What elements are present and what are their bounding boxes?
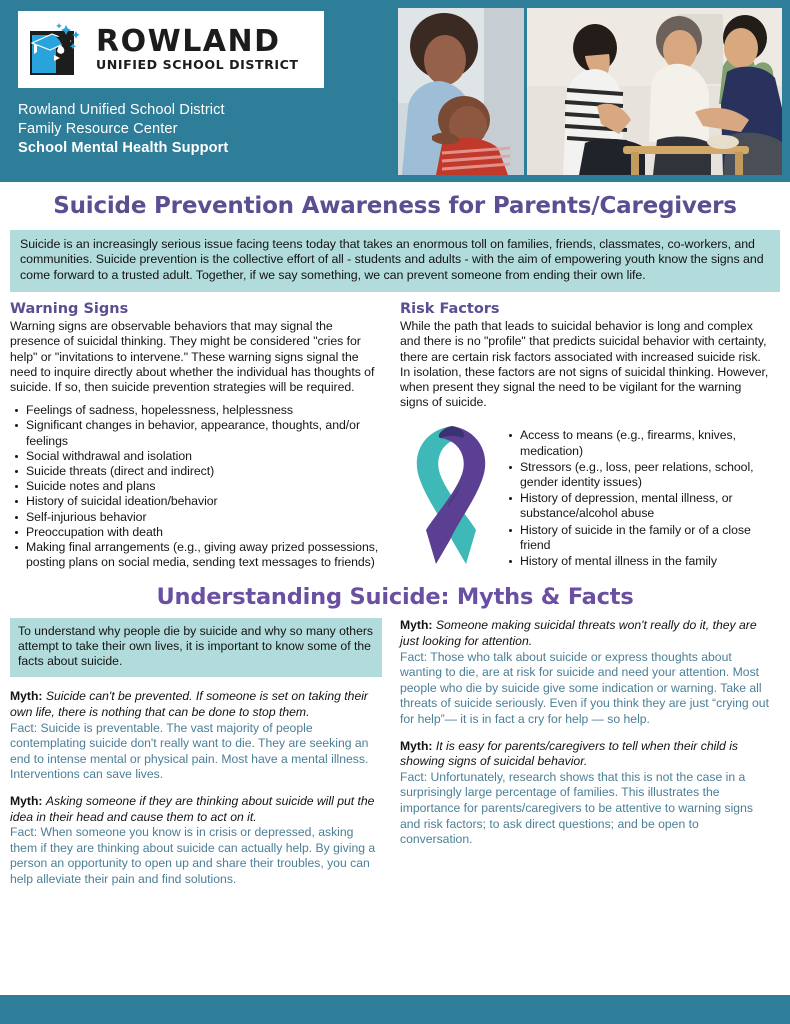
intro-callout [10,230,780,292]
myths-title-band [0,570,790,618]
fact-statement: Suicide is preventable. The vast majority of people contemplating suicide don't really want to die. They are seeking an end to intense mental or physical pain. Most have a mental illness. Interventions can save lives. [10,720,369,782]
main-title-band [0,182,790,230]
myth-fact-pair [400,618,772,727]
myths-facts-heading: Understanding Suicide: Myths & Facts [156,584,634,611]
fact-text [400,650,772,728]
warning-signs-column [10,301,382,570]
header-line-district: Rowland Unified School District [18,102,225,118]
myths-facts-columns [0,618,790,898]
myths-left-column [10,618,382,898]
header-left-block [0,0,390,158]
myth-text [10,794,382,825]
logo-subword: UNIFIED SCHOOL DISTRICT [96,57,299,73]
risk-factors-row [400,418,772,570]
myth-fact-pair [10,689,382,783]
teal-purple-awareness-ribbon-icon [400,418,500,566]
myth-fact-pair [10,794,382,888]
warning-signs-heading: Warning Signs [10,301,129,318]
risk-factors-heading: Risk Factors [400,301,500,318]
fact-label: Fact: [400,649,428,664]
list-item: History of suicide in the family or of a close friend [504,523,772,553]
risk-factors-list [504,428,772,569]
footer-band [0,995,790,1024]
list-item: History of mental illness in the family [504,554,772,569]
header-band [0,0,790,182]
list-item: Preoccupation with death [10,525,382,540]
list-item: History of depression, mental illness, or substance/alcohol abuse [504,491,772,521]
fact-text [10,721,382,783]
myth-statement: Asking someone if they are thinking about suicide will put the idea in their head and cause them to act on it. [10,794,375,824]
myth-text [400,618,772,649]
warning-signs-list [10,403,382,570]
fact-label: Fact: [10,825,38,840]
family-counseling-session-photo [527,8,782,175]
fact-text [10,825,382,887]
mother-comforting-teen-photo [398,8,524,175]
fact-label: Fact: [10,720,38,735]
header-line-center: Family Resource Center [18,121,178,137]
myth-label: Myth: [400,738,433,753]
list-item: Stressors (e.g., loss, peer relations, school, gender identity issues) [504,460,772,490]
logo-word: ROWLAND [96,24,281,60]
list-item: Self-injurious behavior [10,510,382,525]
two-column-section [0,292,790,570]
graduate-silhouette-logo-icon [26,21,88,79]
myth-text [400,739,772,770]
myth-label: Myth: [10,794,43,809]
fact-label: Fact: [400,769,428,784]
myth-statement: It is easy for parents/caregivers to tell when their child is showing signs of suicidal behavior. [400,738,739,769]
list-item: Social withdrawal and isolation [10,449,382,464]
risk-factors-body: While the path that leads to suicidal behavior is long and complex and there is no "profile" that predicts suicidal behavior with certainty, there are certain risk factors associated with increased suicide risk. In isolation, these factors are not signs of suicidal thinking. However, when present they signal the need to be vigilant for the warning signs of suicide. [400,319,769,410]
list-item: Making final arrangements (e.g., giving away prized possessions, posting plans on social media, sending text messages to friends) [10,540,382,570]
myth-fact-pair [400,739,772,848]
myth-label: Myth: [10,689,43,704]
intro-text: Suicide is an increasingly serious issue facing teens today that takes an enormous toll on families, friends, classmates, co-workers, and communities. Suicide prevention is the collective effort of all - students and adults - with the aim of empowering youth know the signs and come forward to a trusted adult. Together, if we say something, we can prevent someone from ending their own life. [20,237,764,282]
list-item: History of suicidal ideation/behavior [10,494,382,509]
risk-factors-list-wrap [504,418,772,570]
list-item: Significant changes in behavior, appearance, thoughts, and/or feelings [10,418,382,448]
list-item: Suicide threats (direct and indirect) [10,464,382,479]
myth-label: Myth: [400,618,433,633]
myths-callout: To understand why people die by suicide and why so many others attempt to take their own lives, it is important to know some of the facts about suicide. [10,618,382,677]
myths-right-column [400,618,772,898]
district-logo [18,11,324,88]
list-item: Suicide notes and plans [10,479,382,494]
fact-statement: Unfortunately, research shows that this is not the case in a surprisingly large percentage of families. This illustrates the importance for parents/caregivers to be attentive to warning signs and risk factors; to ask direct questions; and be open to conversation. [400,769,753,847]
header-line-program: School Mental Health Support [18,140,229,156]
fact-statement: Those who talk about suicide or express thoughts about wanting to die, are at risk for suicide and need your attention. Most people who die by suicide give some indication or warning. Take all threats of suicide seriously. Even if you think they are just “crying out for help”— it is in fact a cry for help — so help. [400,649,769,727]
header-photo-strip [398,8,782,175]
header-text-lines [18,101,390,158]
fact-text [400,770,772,848]
page-title: Suicide Prevention Awareness for Parents/Caregivers [53,193,737,219]
list-item: Feelings of sadness, hopelessness, helplessness [10,403,382,418]
myth-statement: Someone making suicidal threats won't really do it, they are just looking for attention. [400,618,757,649]
risk-factors-column [400,301,772,570]
fact-statement: When someone you know is in crisis or depressed, asking them if they are thinking about suicide can actually help. By giving a person an opportunity to open up and share their troubles, you can help alleviate their pain and find solutions. [10,825,376,886]
logo-wordmark [96,24,299,73]
list-item: Access to means (e.g., firearms, knives, medication) [504,428,772,458]
myth-statement: Suicide can't be prevented. If someone is set on taking their own life, there is nothing that can be done to stop them. [10,689,368,720]
myth-text [10,689,382,720]
warning-signs-body: Warning signs are observable behaviors that may signal the presence of suicidal thinking. They might be considered "cries for help" or "invitations to intervene." These warning signs signal the need to inquire directly about whether the individual has thoughts of suicide. If so, then suicide prevention strategies will be required. [10,319,375,395]
